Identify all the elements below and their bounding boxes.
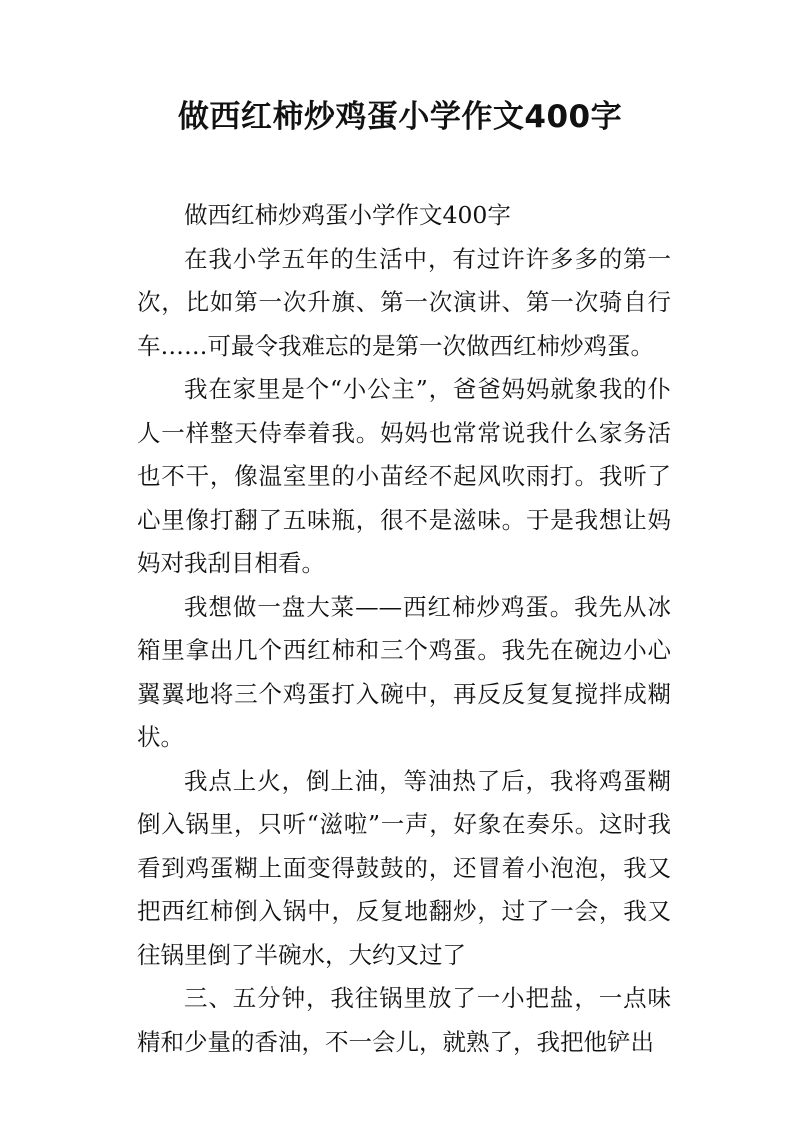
paragraph: 在我小学五年的生活中，有过许许多多的第一次，比如第一次升旗、第一次演讲、第一次骑自行车……可最令我难忘的是第一次做西红柿炒鸡蛋。: [137, 244, 671, 360]
paragraph: 我在家里是个“小公主”，爸爸妈妈就象我的仆人一样整天侍奉着我。妈妈也常常说我什么家务活也不干，像温室里的小苗经不起风吹雨打。我听了心里像打翻了五味瓶，很不是滋味。于是我想让妈妈对我刮目相看。: [137, 375, 671, 577]
document-title: 做西红柿炒鸡蛋小学作文400字: [177, 99, 623, 135]
paragraph: 我想做一盘大菜——西红柿炒鸡蛋。我先从冰箱里拿出几个西红柿和三个鸡蛋。我先在碗边小心翼翼地将三个鸡蛋打入碗中，再反反复复搅拌成糊状。: [137, 592, 671, 751]
paragraph: 我点上火，倒上油，等油热了后，我将鸡蛋糊倒入锅里，只听“滋啦”一声，好象在奏乐。这时我看到鸡蛋糊上面变得鼓鼓的，还冒着小泡泡，我又把西红柿倒入锅中，反复地翻炒，过了一会，我又往锅里倒了半碗水，大约又过了: [137, 766, 671, 969]
paragraph-subtitle: 做西红柿炒鸡蛋小学作文400字: [184, 201, 511, 229]
document-body: [137, 194, 671, 1064]
paragraph: 三、五分钟，我往锅里放了一小把盐，一点味精和少量的香油，不一会儿，就熟了，我把他铲出: [137, 984, 671, 1056]
